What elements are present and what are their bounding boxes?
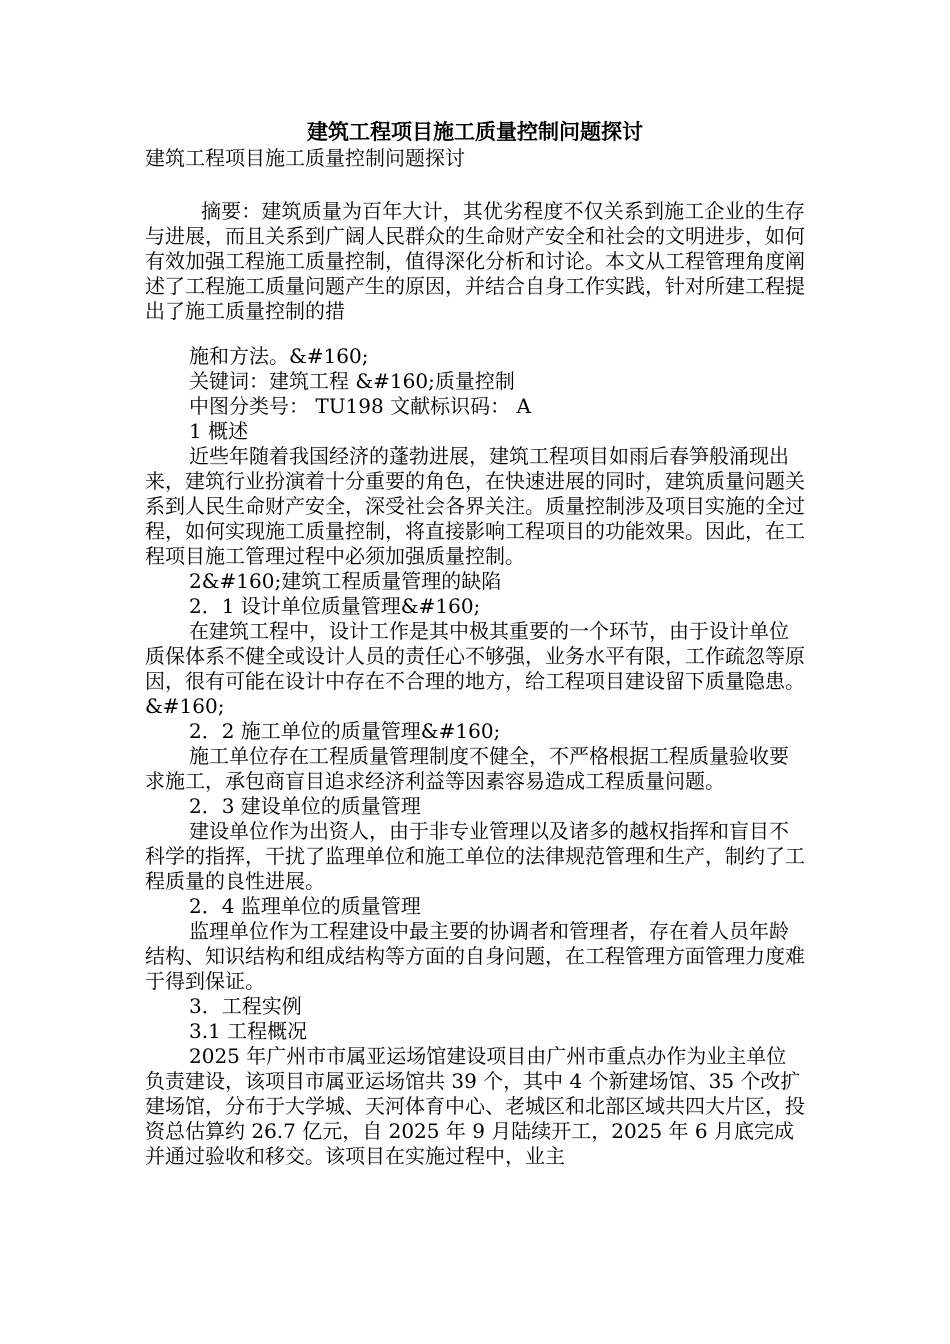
document-page xyxy=(145,118,805,1169)
section-2-heading: 2&#160;建筑工程质量管理的缺陷 xyxy=(189,569,502,593)
section-1-heading: 1 概述 xyxy=(189,419,249,443)
abstract-paragraph: 摘要：建筑质量为百年大计，其优劣程度不仅关系到施工企业的生存与进展，而且关系到广阔人民群众的生命财产安全和社会的文明进步，如何有效加强工程施工质量控制，值得深化分析和讨论。本文从工程管理角度阐述了工程施工质量问题产生的原因，并结合自身工作实践，针对所建工程提出了施工质量控制的措 xyxy=(145,199,805,323)
section-1-paragraph: 近些年随着我国经济的蓬勃进展，建筑工程项目如雨后春笋般涌现出来，建筑行业扮演着十分重要的角色，在快速进展的同时，建筑质量问题关系到人民生命财产安全，深受社会各界关注。质量控制涉及项目实施的全过程，如何实现施工质量控制，将直接影响工程项目的功能效果。因此，在工程项目施工管理过程中必须加强质量控制。 xyxy=(145,444,805,568)
spacer xyxy=(145,171,805,199)
section-2-4-heading: 2．4 监理单位的质量管理 xyxy=(189,894,421,918)
section-2-2-paragraph: 施工单位存在工程质量管理制度不健全，不严格根据工程质量验收要求施工，承包商盲目追求经济利益等因素容易造成工程质量问题。 xyxy=(145,744,789,793)
section-2-3-paragraph: 建设单位作为出资人，由于非专业管理以及诸多的越权指挥和盲目不科学的指挥，干扰了监理单位和施工单位的法律规范管理和生产，制约了工程质量的良性进展。 xyxy=(145,819,805,893)
document-title: 建筑工程项目施工质量控制问题探讨 xyxy=(307,119,643,144)
document-subtitle: 建筑工程项目施工质量控制问题探讨 xyxy=(145,146,465,170)
section-3-1-paragraph: 2025 年广州市市属亚运场馆建设项目由广州市重点办作为业主单位负责建设，该项目市属亚运场馆共 39 个，其中 4 个新建场馆、35 个改扩建场馆，分布于大学城、天河体育中心、老城区和北部区域共四大片区，投资总估算约 26.7 亿元，自 2025 年 9 月陆续开工，2025 年 6 月底完成并通过验收和移交。该项目在实施过程中，业主 xyxy=(145,1044,805,1168)
section-3-1-heading: 3.1 工程概况 xyxy=(189,1019,308,1043)
section-2-1-heading: 2．1 设计单位质量管理&#160; xyxy=(189,594,481,618)
section-2-1-paragraph: 在建筑工程中，设计工作是其中极其重要的一个环节，由于设计单位质保体系不健全或设计人员的责任心不够强，业务水平有限，工作疏忽等原因，很有可能在设计中存在不合理的地方，给工程项目建设留下质量隐患。&#160; xyxy=(145,619,805,718)
abstract-continuation: 施和方法。&#160; xyxy=(189,344,369,368)
section-2-2-heading: 2．2 施工单位的质量管理&#160; xyxy=(189,719,501,743)
section-3-heading: 3．工程实例 xyxy=(189,994,302,1018)
section-2-3-heading: 2．3 建设单位的质量管理 xyxy=(189,794,421,818)
keywords-line: 关键词：建筑工程 &#160;质量控制 xyxy=(189,369,515,393)
spacer xyxy=(145,324,805,344)
section-2-4-paragraph: 监理单位作为工程建设中最主要的协调者和管理者，存在着人员年龄结构、知识结构和组成结构等方面的自身问题，在工程管理方面管理力度难于得到保证。 xyxy=(145,919,805,993)
classification-line: 中图分类号： TU198 文献标识码： A xyxy=(189,394,531,418)
